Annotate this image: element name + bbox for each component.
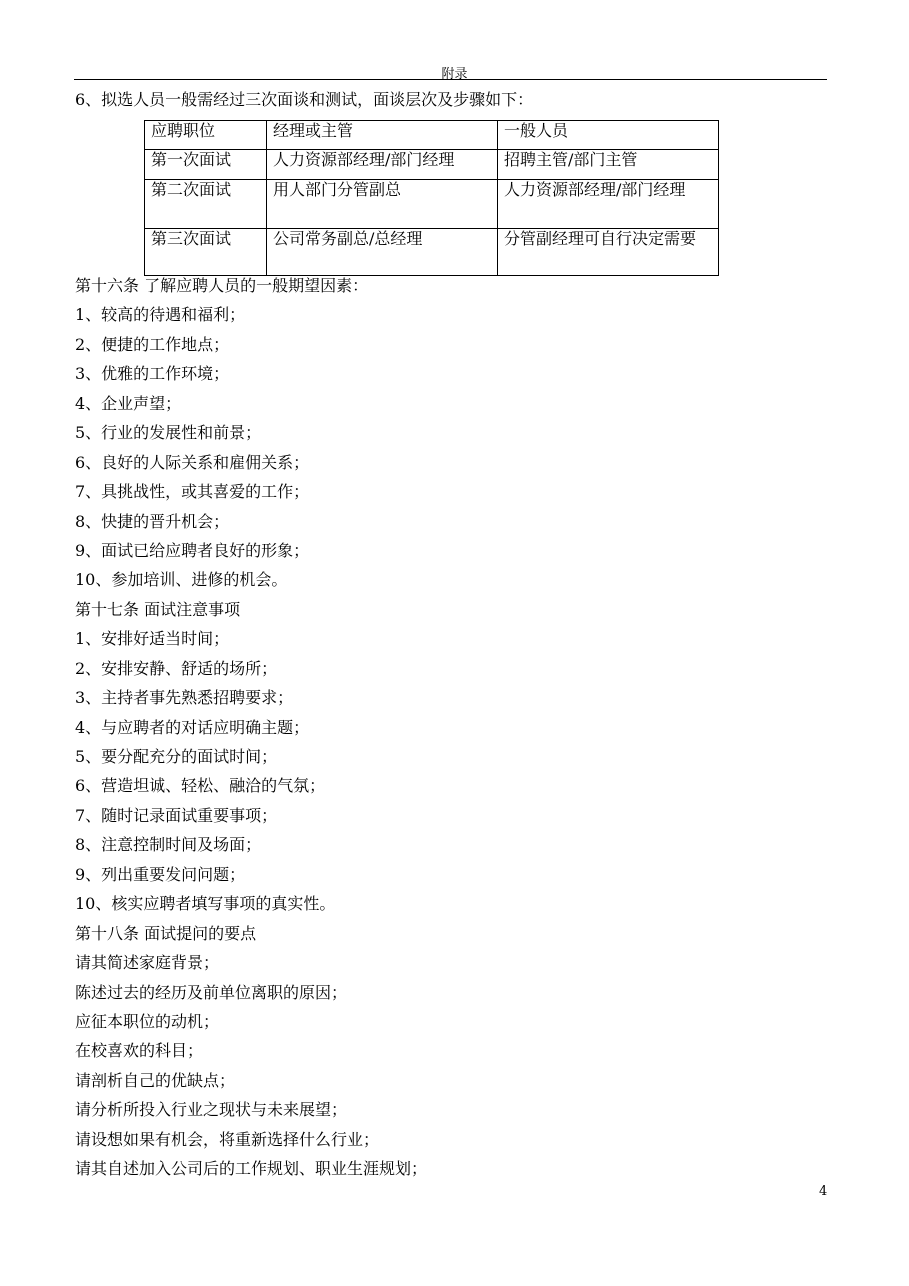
table-cell: 招聘主管/部门主管 <box>498 150 719 180</box>
interview-steps-intro: 6、拟选人员一般需经过三次面谈和测试，面谈层次及步骤如下： <box>75 90 534 109</box>
list-item: 请剖析自己的优缺点； <box>75 1070 236 1090</box>
table-header-cell: 一般人员 <box>498 121 719 150</box>
list-item: 8、注意控制时间及场面； <box>75 835 262 855</box>
table-cell: 第一次面试 <box>145 150 267 180</box>
table-header-cell: 经理或主管 <box>267 121 498 150</box>
table-row <box>145 180 719 229</box>
table-cell: 人力资源部经理/部门经理 <box>267 150 498 180</box>
list-item: 4、与应聘者的对话应明确主题； <box>75 717 310 737</box>
list-item: 7、随时记录面试重要事项； <box>75 805 278 825</box>
table-cell: 分管副经理可自行决定需要 <box>498 229 719 276</box>
table-header-row <box>145 121 719 150</box>
list-item: 6、良好的人际关系和雇佣关系； <box>75 452 310 472</box>
table-cell: 用人部门分管副总 <box>267 180 498 229</box>
list-item: 2、安排安静、舒适的场所； <box>75 658 278 678</box>
table-row <box>145 229 719 276</box>
list-item: 5、要分配充分的面试时间； <box>75 747 278 766</box>
list-item: 3、优雅的工作环境； <box>75 364 230 384</box>
list-item: 请其自述加入公司后的工作规划、职业生涯规划； <box>75 1159 428 1179</box>
list-item: 请其简述家庭背景； <box>75 953 220 973</box>
list-item: 8、快捷的晋升机会； <box>75 511 230 531</box>
list-item: 9、列出重要发问问题； <box>75 864 246 884</box>
list-item: 6、营造坦诚、轻松、融洽的气氛； <box>75 776 326 796</box>
section-16-title: 第十六条 了解应聘人员的一般期望因素： <box>75 276 369 295</box>
list-item: 在校喜欢的科目； <box>75 1041 204 1061</box>
list-item: 2、便捷的工作地点； <box>75 334 230 354</box>
list-item: 请分析所投入行业之现状与未来展望； <box>75 1100 348 1120</box>
list-item: 7、具挑战性，或其喜爱的工作； <box>75 482 310 502</box>
section-17-title: 第十七条 面试注意事项 <box>75 599 241 619</box>
list-item: 9、面试已给应聘者良好的形象； <box>75 540 310 560</box>
interview-steps-table <box>144 120 719 276</box>
table-cell: 第二次面试 <box>145 180 267 229</box>
table-cell: 第三次面试 <box>145 229 267 276</box>
list-item: 10、核实应聘者填写事项的真实性。 <box>75 894 336 914</box>
list-item: 应征本职位的动机； <box>75 1011 220 1031</box>
page-number: 4 <box>819 1184 828 1199</box>
list-item: 10、参加培训、进修的机会。 <box>75 570 288 590</box>
table-cell: 人力资源部经理/部门经理 <box>498 180 719 229</box>
table-cell: 公司常务副总/总经理 <box>267 229 498 276</box>
list-item: 4、企业声望； <box>75 393 182 413</box>
table-row <box>145 150 719 180</box>
table-header-cell: 应聘职位 <box>145 121 267 150</box>
page-header-title: 附录 <box>441 67 468 82</box>
list-item: 1、较高的待遇和福利； <box>75 305 246 325</box>
header-divider <box>74 79 827 80</box>
section-18-title: 第十八条 面试提问的要点 <box>75 923 257 943</box>
list-item: 1、安排好适当时间； <box>75 629 230 649</box>
list-item: 陈述过去的经历及前单位离职的原因； <box>75 982 348 1002</box>
list-item: 3、主持者事先熟悉招聘要求； <box>75 688 294 708</box>
list-item: 请设想如果有机会，将重新选择什么行业； <box>75 1129 380 1149</box>
list-item: 5、行业的发展性和前景； <box>75 423 262 443</box>
document-body <box>75 276 427 1189</box>
